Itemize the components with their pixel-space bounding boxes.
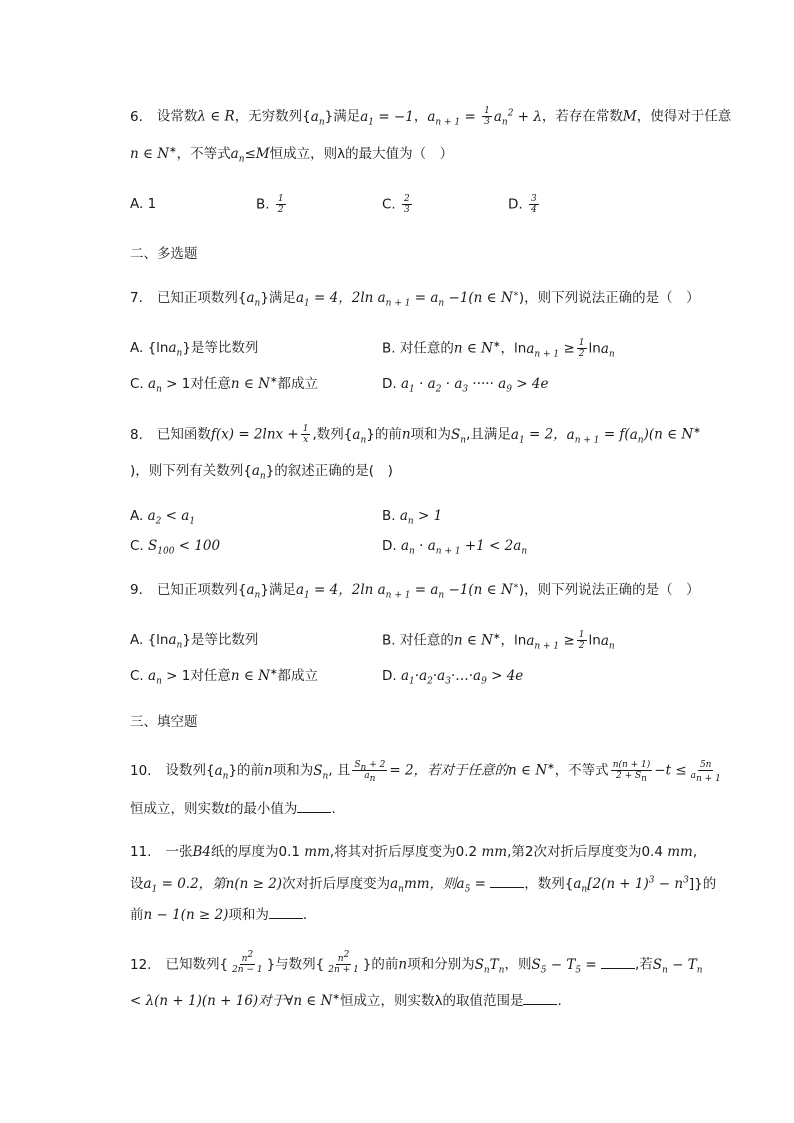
q7-option-a[interactable]: A. {lna$_n$}是等比数列 (130, 340, 259, 359)
q7-line1: 7. 已知正项数列$\{a_n\}$满足$a_1 = 4$，2ln $a_{n + 1} = a_n -1(n$ ∈ N∗)，则下列说法正确的是（ ） (130, 289, 700, 309)
q11-line1: 11. 一张B4纸的厚度为0.1 mm,将其对折后厚度变为0.2 mm,第2次对折后厚度变为0.4 mm, (130, 844, 698, 860)
q8-line1: 8. 已知函数f(x) = 2lnx + $\frac{1}{x}$ ,数列$\{a_n\}$的前n项和为$S_n$,且满足$a_1 = 2$，$a_{n + 1} = f(a_n)(n$ ∈ N∗ (130, 424, 701, 446)
q10-line2: 恒成立，则实数t的最小值为 . (130, 801, 336, 817)
q10-line1: 10. 设数列$\{a_n\}$的前n项和为$S_n$, 且 $\frac{S_n + 2}{a_n}$ = 2，若对于任意的n ∈ N∗，不等式 $\frac{n(n + 1)}{2 + S_n}$ −t ≤ $\frac{5n}{a_{n + 1}}$ (130, 760, 721, 784)
q9-option-d[interactable]: D. $a_1\cdot a_2\cdot a_3\cdot\dots\cdot a_9 > 4e$ (382, 668, 524, 687)
q9-option-a[interactable]: A. {lna$_n$}是等比数列 (130, 632, 259, 651)
q9-number: 9. (130, 582, 143, 598)
q7-option-c[interactable]: C. $a_n > 1$对任意n ∈ N∗都成立 (130, 375, 319, 395)
q7-number: 7. (130, 290, 143, 306)
q8-line2: )，则下列有关数列$\{a_n\}$的叙述正确的是( ) (130, 463, 393, 482)
q6-option-b[interactable]: B. $\frac{1}{2}$ (256, 194, 284, 215)
q11-line3: 前n − 1(n ≥ 2)项和为 . (130, 907, 308, 923)
q8-option-a[interactable]: A. $a_2 < a_1$ (130, 508, 196, 527)
q12-answer-blank-2[interactable] (523, 992, 557, 1005)
q8-option-c[interactable]: C. $S_{100} < 100$ (130, 538, 221, 557)
q8-number: 8. (130, 426, 143, 443)
q6-line1: 6. 设常数λ ∈ R，无穷数列$\{a_n\}$满足$a_1 = -1$，$a_{n + 1}$ = $\frac{1}{3}$ $a_n^2 + \lambda$，若存在常数M，使得对于任意 (130, 106, 732, 128)
section-heading-multiple-choice: 二、多选题 (130, 246, 198, 262)
q12-answer-blank-1[interactable] (601, 956, 635, 969)
q7-option-b[interactable]: B. 对任意的n ∈ N∗，lna$_{n + 1}$ ≥ $\frac{1}{2}$ lna$_n$ (382, 338, 615, 360)
q9-option-c[interactable]: C. $a_n > 1$对任意n ∈ N∗都成立 (130, 667, 319, 687)
section-heading-fill-in: 三、填空题 (130, 714, 198, 730)
q6-option-d[interactable]: D. $\frac{3}{4}$ (508, 194, 537, 215)
q7-option-d[interactable]: D. $a_1 \cdot a_2 \cdot a_3$ ····· $a_9 > 4e$ (382, 376, 549, 395)
q12-line1: 12. 已知数列{ $\frac{n^2}{2n - 1}$ }与数列{ $\frac{n^2}{2n + 1}$ }的前n项和分别为$S_nT_n$，则$S_5 - T_5$ = ,若$S_n - T_n$ (130, 950, 703, 976)
q10-answer-blank[interactable] (297, 800, 331, 813)
q9-line1: 9. 已知正项数列$\{a_n\}$满足$a_1 = 4$，2ln $a_{n + 1} = a_n -1(n$ ∈ N∗)，则下列说法正确的是（ ） (130, 581, 700, 601)
q6-number: 6. (130, 108, 143, 125)
q11-answer-blank-1[interactable] (490, 875, 524, 888)
q10-number: 10. (130, 762, 152, 779)
q8-option-b[interactable]: B. $a_n > 1$ (382, 508, 443, 527)
q6-line2: n ∈ N∗，不等式$a_n\le M$恒成立，则λ的最大值为（ ） (130, 145, 454, 165)
q11-answer-blank-2[interactable] (269, 906, 303, 919)
q12-line2: < λ(n + 1)(n + 16)对于∀n ∈ N∗恒成立，则实数λ的取值范围是 . (130, 992, 562, 1009)
q6-option-a[interactable]: A. 1 (130, 196, 157, 212)
q12-number: 12. (130, 956, 152, 973)
q6-option-c[interactable]: C. $\frac{2}{3}$ (382, 194, 410, 215)
q9-option-b[interactable]: B. 对任意的n ∈ N∗，lna$_{n + 1}$ ≥ $\frac{1}{2}$ lna$_n$ (382, 630, 615, 652)
q11-number: 11. (130, 844, 152, 860)
q11-line2: 设$a_1 = 0.2$，第n(n ≥ 2)次对折后厚度变为$a_nmm$，则$a_5$ = ，数列$\{a_n[2(n + 1)^3 - n^3]\}$的 (130, 875, 717, 895)
q8-option-d[interactable]: D. $a_n \cdot a_{n + 1} +1 < 2a_n$ (382, 538, 528, 557)
